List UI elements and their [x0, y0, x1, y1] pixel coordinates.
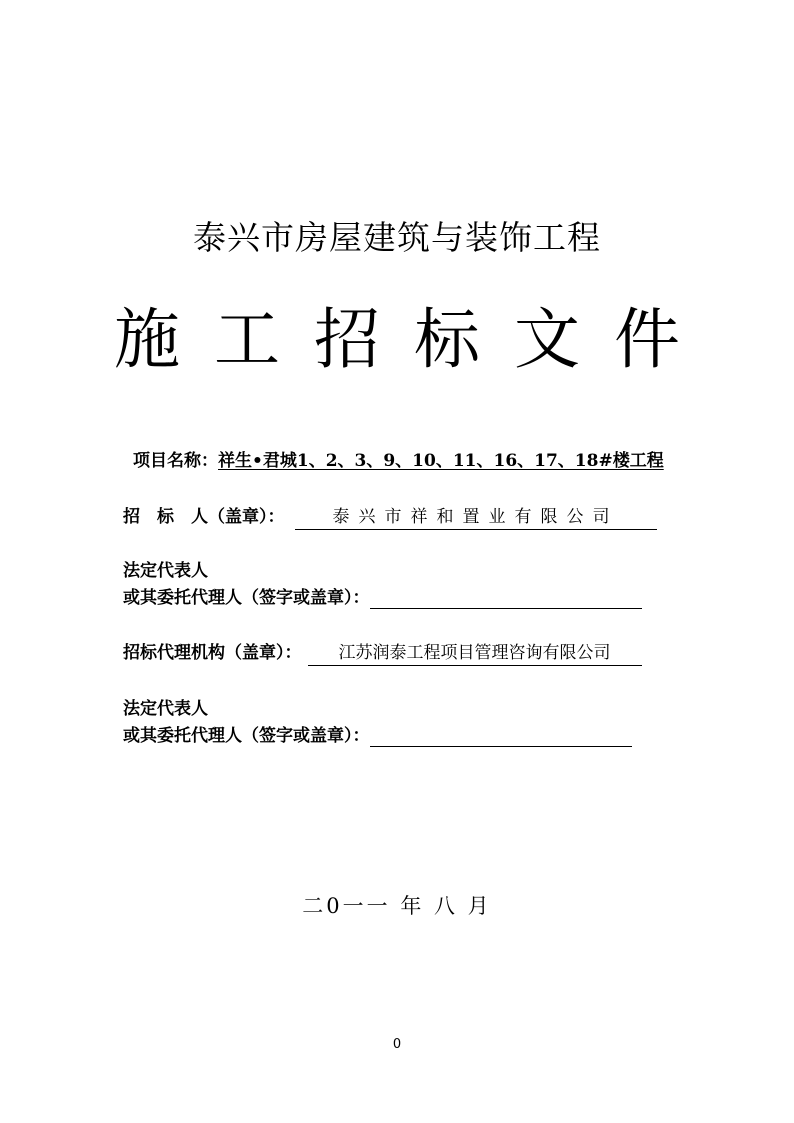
tenderer-value: 泰兴市祥和置业有限公司: [295, 506, 657, 530]
document-title-line1: 泰兴市房屋建筑与装饰工程: [193, 218, 601, 257]
legal-rep-1-signature-line: [370, 586, 642, 609]
legal-rep-2-label: 或其委托代理人（签字或盖章）：: [123, 726, 370, 746]
legal-rep-1-label: 或其委托代理人（签字或盖章）：: [123, 588, 370, 608]
agency-label: 招标代理机构（盖章）：: [123, 643, 302, 663]
tenderer-label: 招 标 人（盖章）：: [123, 507, 285, 527]
project-name-label: 项目名称：: [133, 451, 218, 471]
page-number: 0: [392, 1037, 402, 1052]
legal-rep-1-line1: 法定代表人: [123, 561, 208, 581]
project-name-value: 祥生•君城1、2、3、9、10、11、16、17、18#楼工程: [218, 451, 664, 471]
project-name-row: [133, 450, 664, 472]
agency-row: [123, 642, 642, 666]
legal-rep-2-signature-line: [370, 724, 632, 747]
document-title-line2: 施工招标文件: [114, 301, 714, 378]
legal-rep-1-row: [123, 586, 642, 609]
tenderer-row: [123, 506, 657, 530]
legal-rep-2-row: [123, 724, 632, 747]
legal-rep-2-line1: 法定代表人: [123, 699, 208, 719]
agency-value: 江苏润泰工程项目管理咨询有限公司: [308, 642, 642, 666]
document-date: 二0一一 年 八 月: [302, 894, 492, 918]
